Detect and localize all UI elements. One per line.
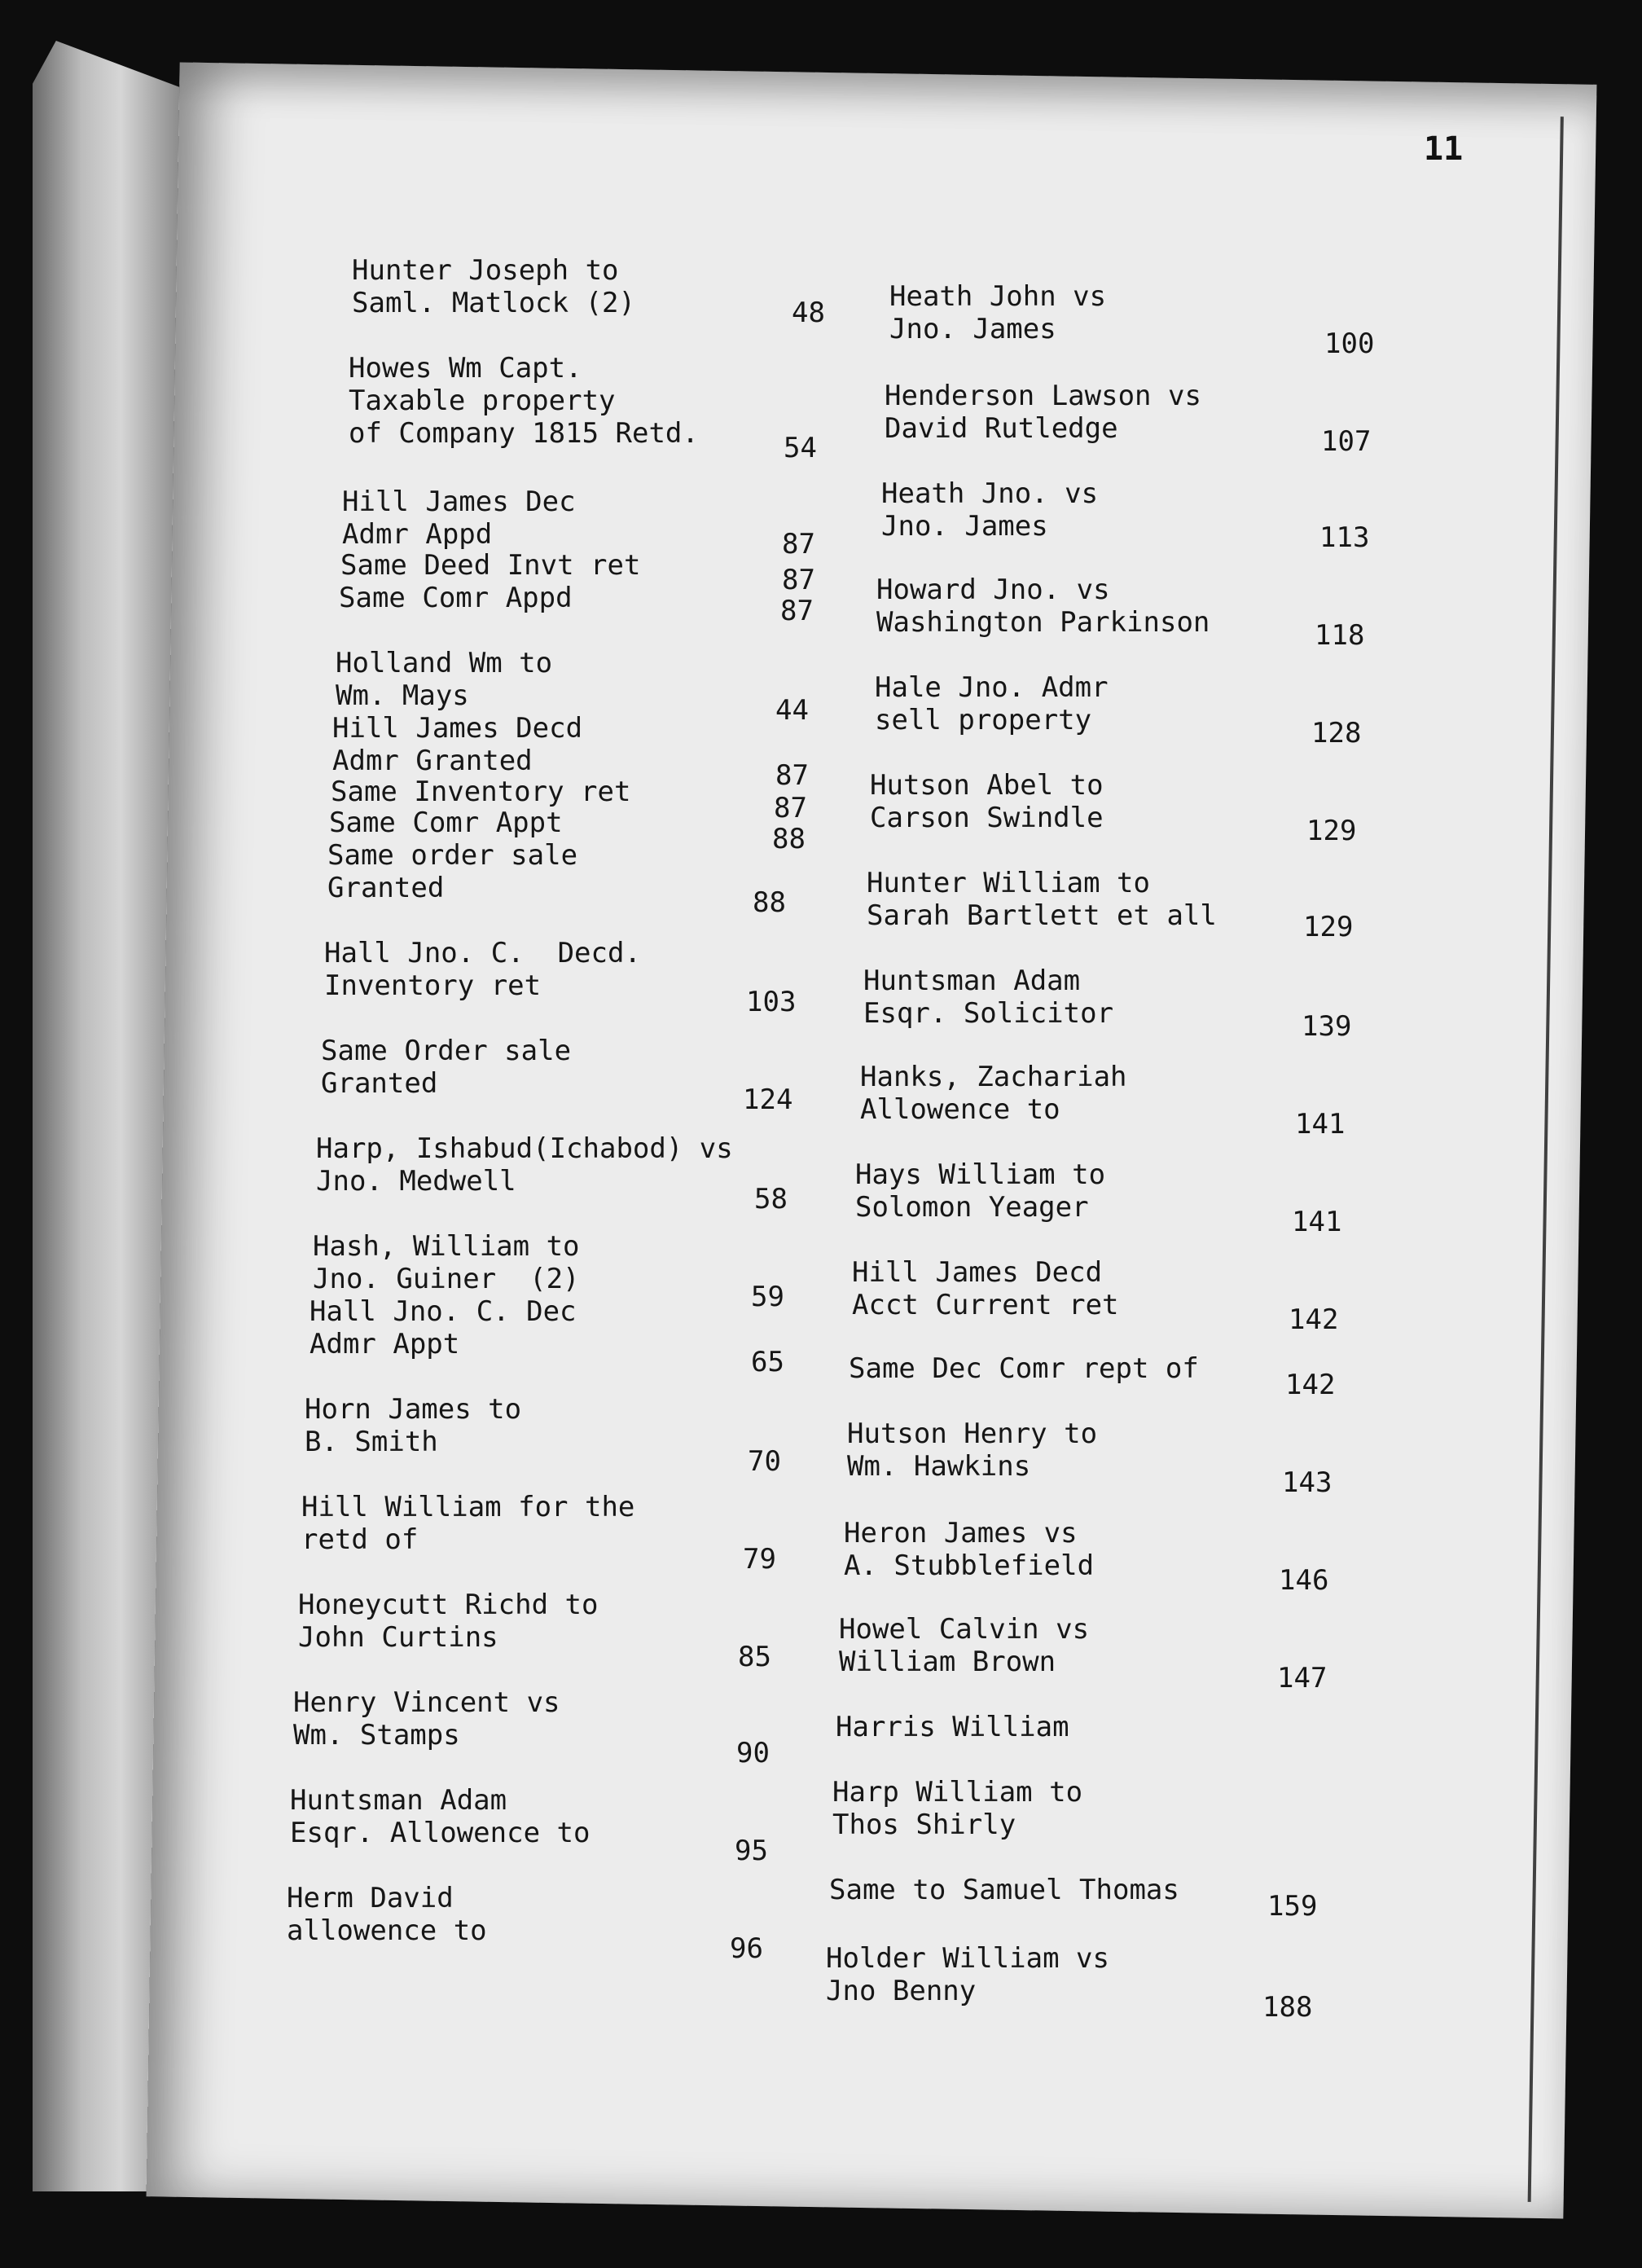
- index-entry-page-ref: 85: [738, 1641, 771, 1673]
- index-entry-page-ref: 100: [1324, 327, 1375, 360]
- index-entry-line: of Company 1815 Retd.: [349, 417, 699, 450]
- index-entry-line: Esqr. Solicitor: [863, 997, 1114, 1030]
- index-entry-line: allowence to: [287, 1914, 487, 1947]
- index-entry-page-ref: 59: [751, 1281, 784, 1313]
- index-entry: [855, 1158, 1342, 1238]
- index-entry-line: Sarah Bartlett et all: [867, 899, 1217, 932]
- index-entry-line: Heron James vs: [844, 1517, 1078, 1549]
- index-entry-line: Solomon Yeager: [855, 1191, 1089, 1224]
- index-entry-line: Harp, Ishabud(Ichabod) vs: [316, 1132, 733, 1165]
- index-entry-line: John Curtins: [298, 1621, 498, 1654]
- index-entry-line: Admr Granted: [332, 745, 533, 777]
- index-entry-line: sell property: [875, 704, 1092, 736]
- index-entry-line: Huntsman Adam: [290, 1784, 507, 1817]
- index-entry-page-ref: 159: [1267, 1890, 1318, 1923]
- index-entry-line: Hale Jno. Admr: [875, 671, 1109, 704]
- index-entry: [889, 280, 1375, 360]
- index-entry: [844, 1517, 1329, 1597]
- index-entry-line: Inventory ret: [324, 969, 542, 1002]
- index-entry-line: Saml. Matlock (2): [352, 287, 635, 319]
- index-entry-line: Harp William to: [832, 1776, 1083, 1809]
- index-entry: [885, 380, 1372, 458]
- index-entry-line: Hays William to: [855, 1158, 1106, 1191]
- index-entry: [847, 1418, 1332, 1499]
- index-entry-page-ref: 87: [782, 528, 815, 560]
- index-entry: [340, 549, 815, 596]
- index-entry-line: Same Comr Appd: [339, 582, 573, 614]
- index-entry-line: B. Smith: [305, 1426, 438, 1458]
- index-entry-page-ref: 88: [753, 886, 786, 919]
- index-entry-page-ref: 44: [775, 694, 809, 727]
- index-entry: [881, 477, 1370, 554]
- index-entry: [849, 1352, 1336, 1401]
- index-entry: [327, 839, 786, 919]
- index-entry-line: Holland Wm to: [336, 647, 553, 679]
- index-entry-line: Taxable property: [349, 385, 616, 417]
- index-entry: [870, 769, 1357, 847]
- index-entry-line: Same Order sale: [321, 1035, 572, 1067]
- index-entry-line: Hunter William to: [867, 867, 1150, 899]
- index-entry-line: Henderson Lawson vs: [885, 380, 1201, 412]
- index-entry-page-ref: 113: [1319, 521, 1370, 554]
- index-entry: [832, 1776, 1082, 1841]
- index-entry: [324, 937, 797, 1018]
- index-entry-page-ref: 54: [784, 432, 817, 464]
- index-entry-line: Hill William for the: [301, 1491, 635, 1523]
- index-entry-line: Jno. Medwell: [316, 1165, 516, 1198]
- index-entry-line: Jno. James: [881, 510, 1048, 543]
- index-entry-line: Hash, William to: [313, 1230, 580, 1263]
- index-entry-page-ref: 118: [1315, 619, 1365, 652]
- index-entry: [287, 1882, 763, 1965]
- index-entry-line: William Brown: [839, 1646, 1056, 1678]
- index-entry-line: Same Comr Appt: [329, 807, 563, 839]
- index-entry-line: Hutson Henry to: [847, 1418, 1098, 1450]
- index-entry: [839, 1613, 1328, 1694]
- index-entry: [301, 1491, 776, 1576]
- index-entry-page-ref: 142: [1289, 1303, 1339, 1336]
- page-number: 11: [1424, 130, 1464, 168]
- index-entry-line: Same Inventory ret: [331, 776, 631, 808]
- index-entry-line: Herm David: [287, 1882, 454, 1914]
- index-entry: [863, 965, 1352, 1043]
- index-entry-page-ref: 79: [743, 1543, 776, 1576]
- index-entry-page-ref: 129: [1303, 911, 1354, 943]
- index-entry-line: Acct Current ret: [852, 1289, 1119, 1321]
- index-entry: [332, 712, 809, 792]
- index-entry-line: Wm. Hawkins: [847, 1450, 1031, 1483]
- index-entry-line: Admr Appt: [310, 1328, 460, 1360]
- index-entry-line: Harris William: [836, 1711, 1069, 1743]
- index-entry-line: Heath Jno. vs: [881, 477, 1099, 510]
- index-entry: [290, 1784, 768, 1867]
- index-entry-line: Washington Parkinson: [876, 606, 1210, 639]
- index-entry: [352, 254, 825, 329]
- index-entry-line: Granted: [321, 1067, 438, 1100]
- index-entry-page-ref: 70: [748, 1445, 781, 1478]
- index-entry-page-ref: 141: [1292, 1206, 1342, 1238]
- index-entry: [875, 671, 1362, 749]
- index-entry-page-ref: 141: [1295, 1108, 1346, 1141]
- index-entry-line: Howes Wm Capt.: [349, 352, 582, 385]
- index-entry-line: Hill James Decd: [852, 1256, 1103, 1289]
- index-entry-page-ref: 88: [772, 823, 806, 855]
- index-entry-page-ref: 128: [1311, 717, 1362, 749]
- index-entry: [336, 647, 809, 727]
- index-entry-page-ref: 87: [774, 792, 807, 824]
- index-entry: [876, 574, 1365, 652]
- index-entry-line: Horn James to: [305, 1393, 522, 1426]
- index-entry: [298, 1589, 771, 1673]
- index-entry-page-ref: 87: [780, 595, 814, 627]
- index-entry-line: Wm. Mays: [336, 679, 469, 712]
- index-entry-page-ref: 124: [743, 1083, 793, 1116]
- index-entry: [339, 582, 814, 627]
- index-entry-line: Jno. Guiner (2): [313, 1263, 580, 1295]
- index-entry-line: Hill James Decd: [332, 712, 583, 745]
- index-entry: [293, 1686, 770, 1769]
- index-entry-page-ref: 48: [792, 297, 825, 329]
- index-entry-line: Allowence to: [860, 1093, 1060, 1126]
- index-entry-line: retd of: [301, 1523, 419, 1556]
- index-entry-line: Same to Samuel Thomas: [829, 1874, 1179, 1906]
- index-entry-line: Henry Vincent vs: [293, 1686, 560, 1719]
- index-entry-page-ref: 142: [1285, 1369, 1336, 1401]
- index-entry-page-ref: 146: [1279, 1564, 1329, 1597]
- index-entry-line: Hanks, Zachariah: [860, 1061, 1127, 1093]
- index-entry-line: Huntsman Adam: [863, 965, 1081, 997]
- index-entry: [867, 867, 1354, 943]
- index-entry-line: A. Stubblefield: [844, 1549, 1095, 1582]
- index-entry: [349, 352, 817, 464]
- index-entry-page-ref: 143: [1282, 1466, 1332, 1499]
- index-entry: [860, 1061, 1346, 1141]
- index-entry-line: Carson Swindle: [870, 802, 1104, 834]
- index-entry-line: Heath John vs: [889, 280, 1107, 313]
- index-entry-page-ref: 58: [754, 1183, 788, 1215]
- index-entry: [826, 1942, 1313, 2024]
- index-entry-line: Same Deed Invt ret: [340, 549, 641, 582]
- index-entry: [829, 1874, 1318, 1923]
- index-entry-line: Same order sale: [327, 839, 578, 872]
- index-entry-line: Jno. James: [889, 313, 1056, 345]
- index-entry-line: Hall Jno. C. Dec: [310, 1295, 577, 1328]
- index-entry: [342, 486, 815, 560]
- index-entry-line: Hutson Abel to: [870, 769, 1104, 802]
- index-entry: [836, 1711, 1069, 1743]
- index-entry-page-ref: 188: [1262, 1991, 1313, 2024]
- index-entry-line: Granted: [327, 872, 445, 904]
- index-entry-page-ref: 147: [1277, 1662, 1328, 1694]
- index-entry: [316, 1132, 788, 1215]
- index-entry-page-ref: 96: [730, 1932, 763, 1965]
- index-entry-line: Wm. Stamps: [293, 1719, 460, 1752]
- index-entry-page-ref: 65: [751, 1346, 784, 1378]
- index-entry: [852, 1256, 1339, 1336]
- index-entry-page-ref: 129: [1306, 815, 1357, 847]
- index-entry-page-ref: 107: [1321, 425, 1372, 458]
- index-entry-line: Hall Jno. C. Decd.: [324, 937, 641, 969]
- index-entry-line: Jno Benny: [826, 1975, 977, 2007]
- index-entry-page-ref: 87: [782, 564, 815, 596]
- index-entry-line: Honeycutt Richd to: [298, 1589, 599, 1621]
- index-entry-line: Same Dec Comr rept of: [849, 1352, 1199, 1385]
- index-entry-page-ref: 95: [735, 1835, 768, 1867]
- index-entry-line: Hunter Joseph to: [352, 254, 619, 287]
- index-entry-page-ref: 103: [746, 986, 797, 1018]
- index-entry-line: Holder William vs: [826, 1942, 1109, 1975]
- index-entry-line: Howard Jno. vs: [876, 574, 1110, 606]
- index-entry-page-ref: 87: [775, 759, 809, 792]
- index-entry-line: Thos Shirly: [832, 1809, 1016, 1841]
- index-entry-line: Esqr. Allowence to: [290, 1817, 591, 1849]
- index-entry-page-ref: 139: [1302, 1010, 1352, 1043]
- index-entry-line: David Rutledge: [885, 412, 1118, 445]
- index-entry: [321, 1035, 793, 1116]
- index-entry: [305, 1393, 781, 1478]
- index-entry-page-ref: 90: [736, 1737, 770, 1769]
- index-entry-line: Howel Calvin vs: [839, 1613, 1090, 1646]
- index-entry-line: Hill James Dec: [342, 486, 576, 518]
- index-entry-line: Admr Appd: [342, 518, 493, 551]
